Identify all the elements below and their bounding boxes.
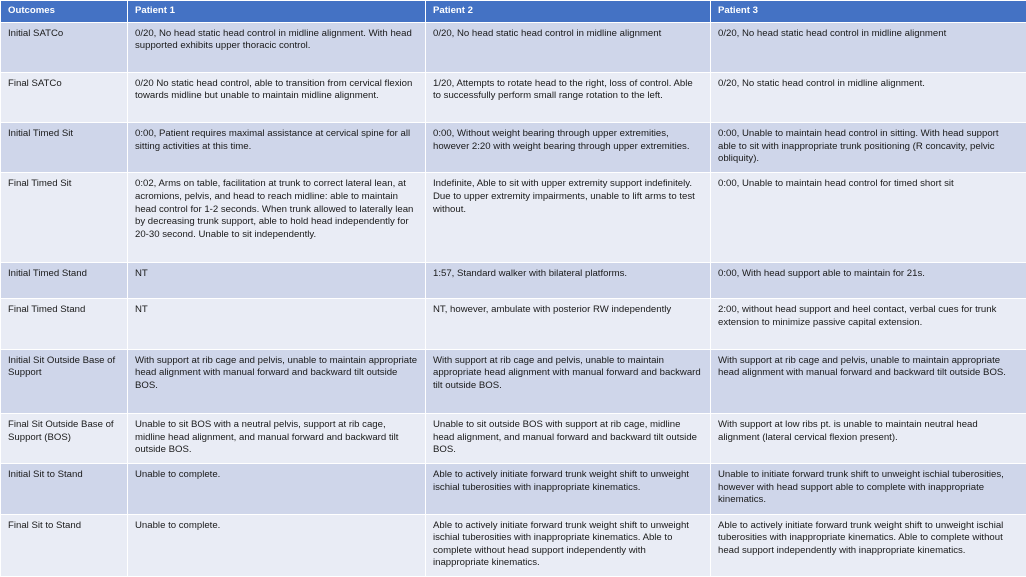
patient-1-cell: NT — [128, 263, 426, 299]
patient-3-cell: 0/20, No head static head control in midline alignment — [711, 22, 1026, 72]
table-body — [1, 22, 1026, 576]
patient-2-cell: NT, however, ambulate with posterior RW independently — [426, 299, 711, 349]
header-outcomes: Outcomes — [1, 1, 128, 23]
patient-2-cell: 1:57, Standard walker with bilateral platforms. — [426, 263, 711, 299]
table-row — [1, 514, 1026, 576]
table-row — [1, 72, 1026, 122]
table-row — [1, 22, 1026, 72]
patient-2-cell: With support at rib cage and pelvis, unable to maintain appropriate head alignment with manual forward and backward tilt outside BOS. — [426, 349, 711, 413]
patient-2-cell: 1/20, Attempts to rotate head to the right, loss of control. Able to successfully perform small range rotation to the left. — [426, 72, 711, 122]
patient-3-cell: With support at low ribs pt. is unable to maintain neutral head alignment (lateral cervical flexion present). — [711, 413, 1026, 463]
table-row — [1, 413, 1026, 463]
table-row — [1, 173, 1026, 263]
patient-2-cell: Able to actively initiate forward trunk weight shift to unweight ischial tuberosities with inappropriate kinematics. — [426, 464, 711, 514]
patient-3-cell: 2:00, without head support and heel contact, verbal cues for trunk extension to minimize passive capital extension. — [711, 299, 1026, 349]
outcome-label: Initial SATCo — [1, 22, 128, 72]
patient-3-cell: 0:00, With head support able to maintain for 21s. — [711, 263, 1026, 299]
outcome-label: Final Sit Outside Base of Support (BOS) — [1, 413, 128, 463]
table-row — [1, 263, 1026, 299]
patient-1-cell: Unable to sit BOS with a neutral pelvis, support at rib cage, midline head alignment, and manual forward and backward tilt outside BOS. — [128, 413, 426, 463]
table-row — [1, 299, 1026, 349]
patient-2-cell: Indefinite, Able to sit with upper extremity support indefinitely. Due to upper extremity impairments, unable to lift arms to test without. — [426, 173, 711, 263]
patient-1-cell: 0/20 No static head control, able to transition from cervical flexion towards midline but unable to maintain midline alignment. — [128, 72, 426, 122]
patient-2-cell: 0:00, Without weight bearing through upper extremities, however 2:20 with weight bearing through upper extremities. — [426, 123, 711, 173]
outcome-label: Final Sit to Stand — [1, 514, 128, 576]
outcome-label: Initial Sit Outside Base of Support — [1, 349, 128, 413]
header-patient-3: Patient 3 — [711, 1, 1026, 23]
table-row — [1, 464, 1026, 514]
patient-1-cell: 0:00, Patient requires maximal assistance at cervical spine for all sitting activities at this time. — [128, 123, 426, 173]
outcome-label: Final SATCo — [1, 72, 128, 122]
header-patient-2: Patient 2 — [426, 1, 711, 23]
outcome-label: Initial Timed Stand — [1, 263, 128, 299]
patient-2-cell: 0/20, No head static head control in midline alignment — [426, 22, 711, 72]
patient-3-cell: Unable to initiate forward trunk shift to unweight ischial tuberosities, however with head support able to complete with inappropriate kinematics. — [711, 464, 1026, 514]
patient-3-cell: With support at rib cage and pelvis, unable to maintain appropriate head alignment with manual forward and backward tilt outside BOS. — [711, 349, 1026, 413]
patient-3-cell: 0:00, Unable to maintain head control in sitting. With head support able to sit with inappropriate trunk positioning (R concavity, pelvic obliquity). — [711, 123, 1026, 173]
patient-1-cell: With support at rib cage and pelvis, unable to maintain appropriate head alignment with manual forward and backward tilt outside BOS. — [128, 349, 426, 413]
outcome-label: Initial Sit to Stand — [1, 464, 128, 514]
outcome-label: Final Timed Sit — [1, 173, 128, 263]
outcome-label: Initial Timed Sit — [1, 123, 128, 173]
patient-1-cell: 0/20, No head static head control in midline alignment. With head supported exhibits upper thoracic control. — [128, 22, 426, 72]
header-patient-1: Patient 1 — [128, 1, 426, 23]
patient-1-cell: Unable to complete. — [128, 514, 426, 576]
outcome-label: Final Timed Stand — [1, 299, 128, 349]
table-row — [1, 123, 1026, 173]
table-header — [1, 1, 1026, 23]
patient-3-cell: 0/20, No static head control in midline alignment. — [711, 72, 1026, 122]
header-row — [1, 1, 1026, 23]
table-row — [1, 349, 1026, 413]
patient-1-cell: NT — [128, 299, 426, 349]
patient-1-cell: Unable to complete. — [128, 464, 426, 514]
patient-2-cell: Able to actively initiate forward trunk weight shift to unweight ischial tuberosities with inappropriate kinematics. Able to complete without head support independently with inappropriate kinematics. — [426, 514, 711, 576]
patient-3-cell: 0:00, Unable to maintain head control for timed short sit — [711, 173, 1026, 263]
patient-3-cell: Able to actively initiate forward trunk weight shift to unweight ischial tuberosities with inappropriate kinematics. Able to complete without head support independently with inappropriate kinematics. — [711, 514, 1026, 576]
patient-1-cell: 0:02, Arms on table, facilitation at trunk to correct lateral lean, at acromions, pelvis, and head to reach midline: able to maintain head control for 1-2 seconds. When trunk allowed to laterally lean by decreasing trunk support, able to hold head independently for 20-30 second. Unable to sit independently. — [128, 173, 426, 263]
patient-2-cell: Unable to sit outside BOS with support at rib cage, midline head alignment, and manual forward and backward tilt outside BOS. — [426, 413, 711, 463]
